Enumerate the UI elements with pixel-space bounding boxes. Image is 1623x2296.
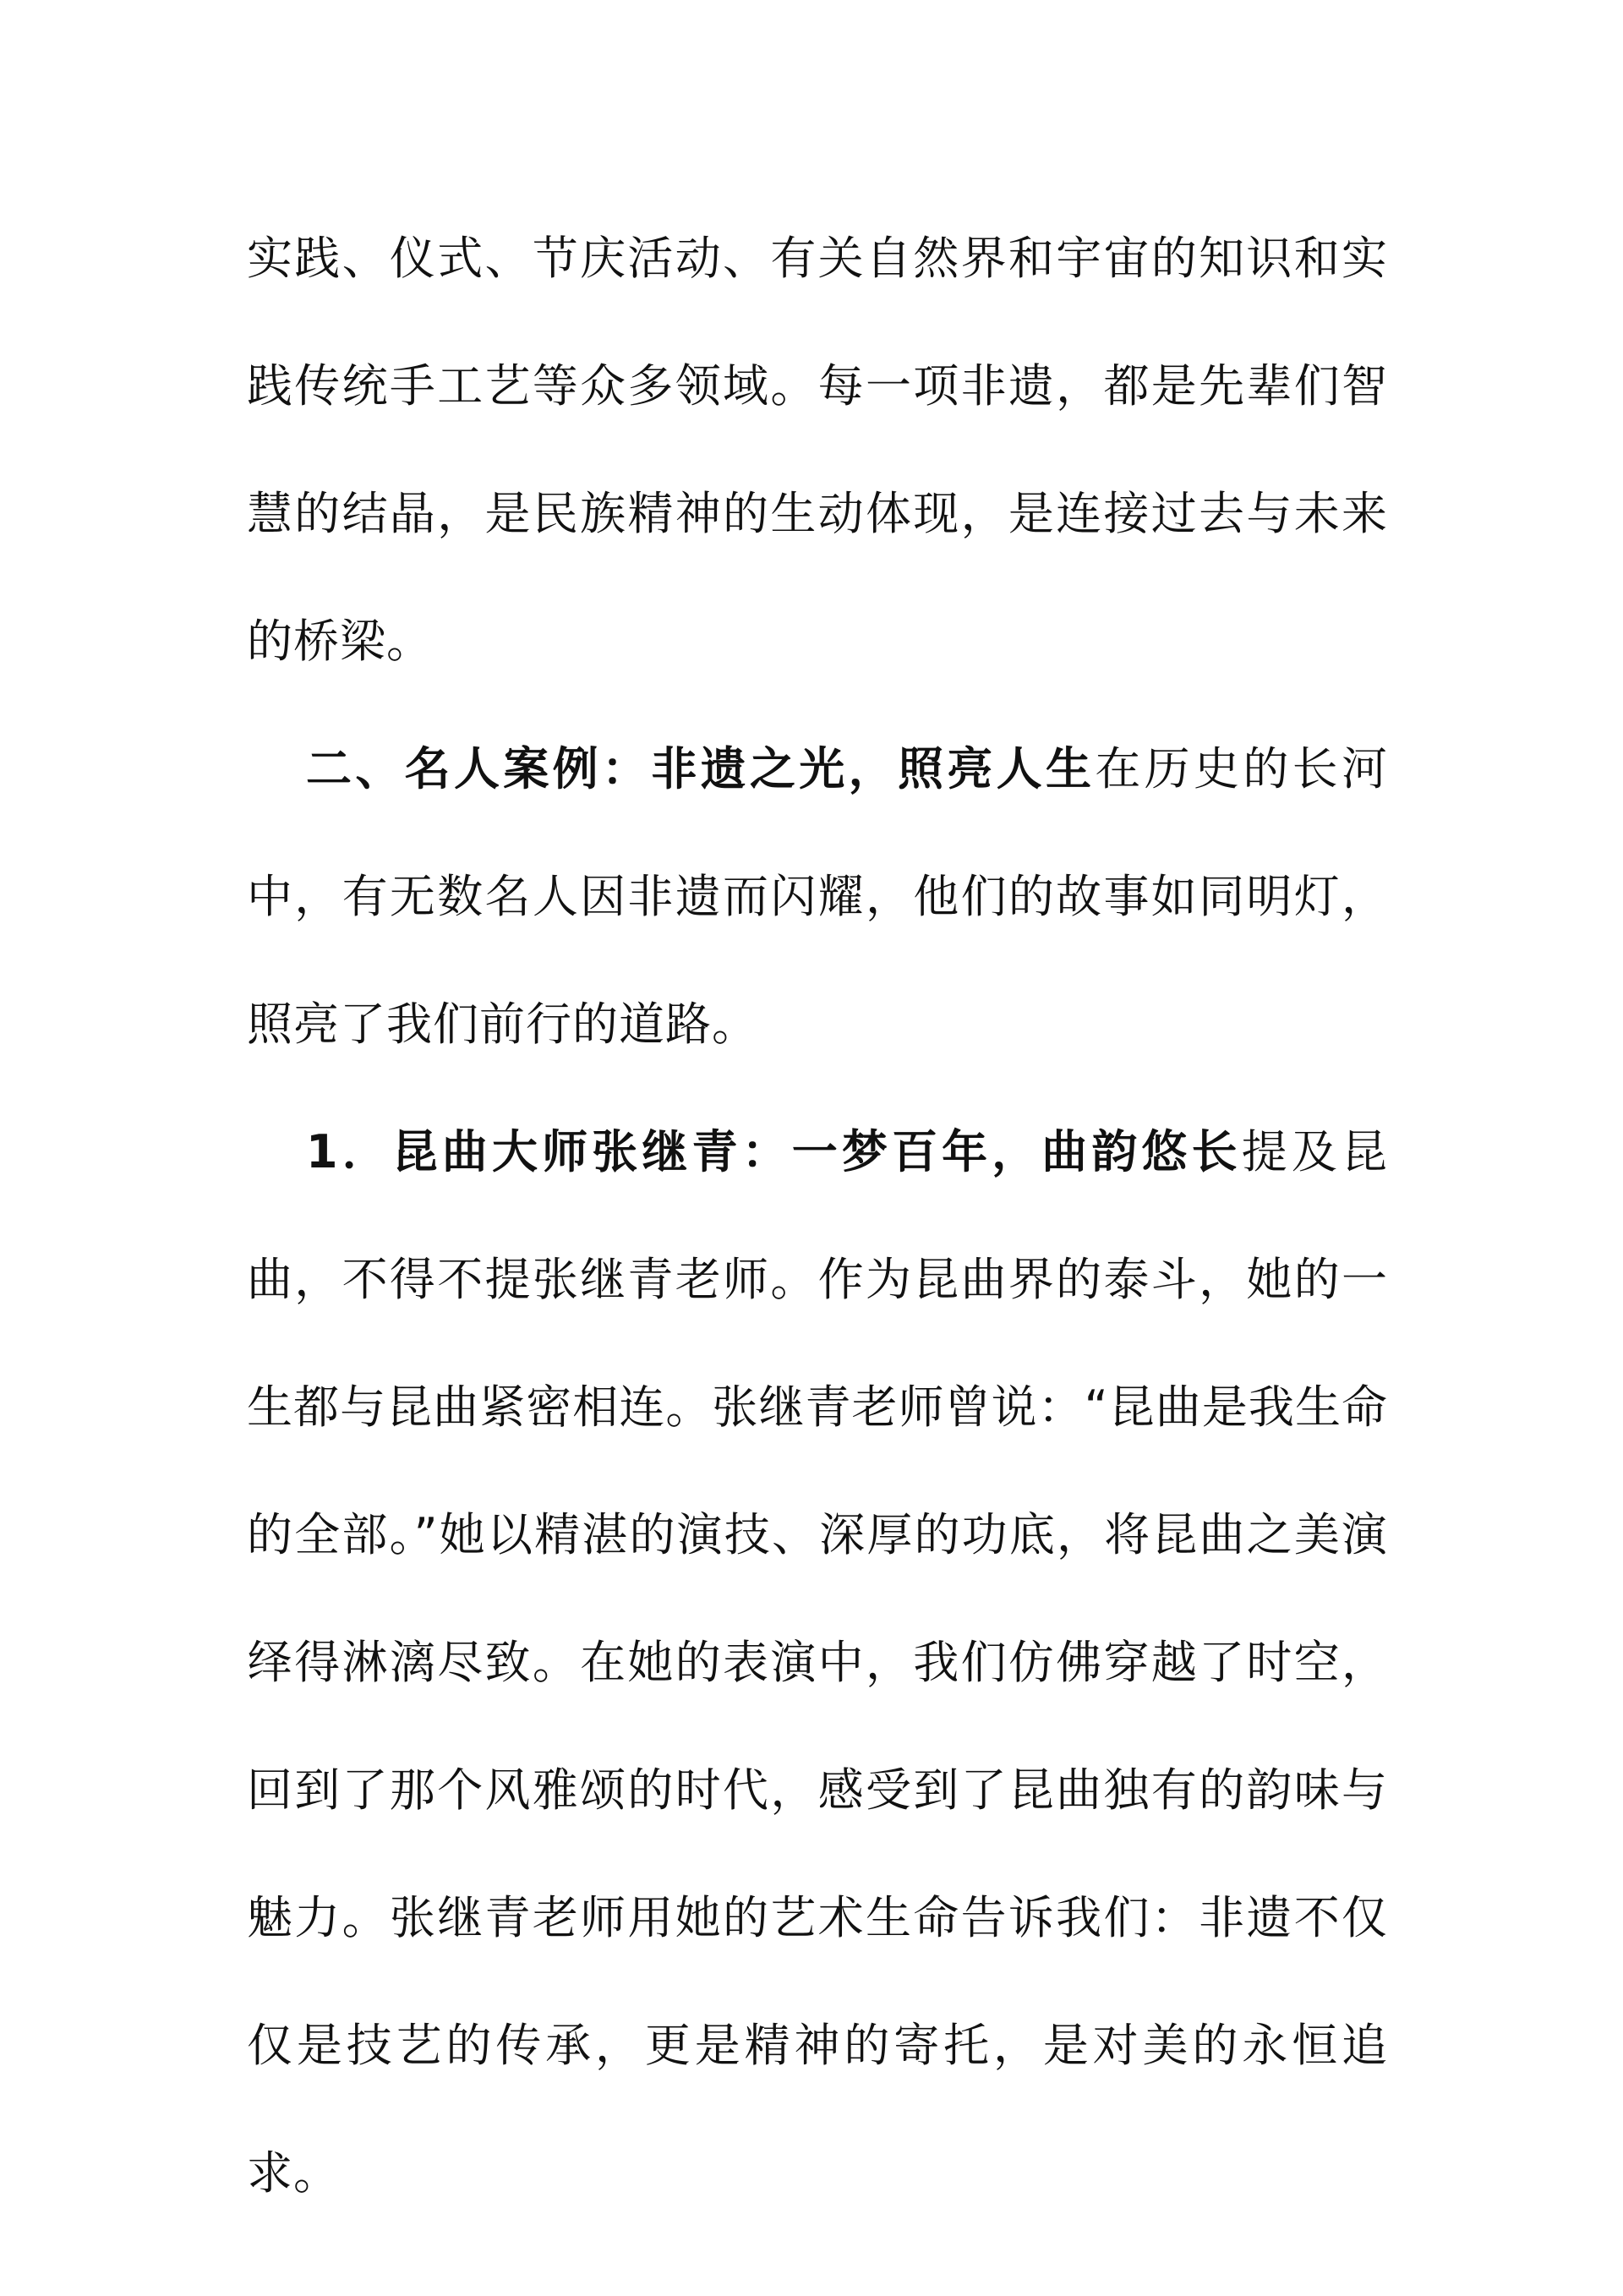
subsection-heading: 1．昆曲大师张继青：一梦百年，曲韵悠长 [306,1125,1242,1178]
paragraph-section-two [247,705,1388,1088]
paragraph-case-one [247,1088,1388,2237]
paragraph-text: 实践、仪式、节庆活动、有关自然界和宇宙的知识和实践传统手工艺等众多领域。每一项非遗，都是先辈们智慧的结晶，是民族精神的生动体现，是连接过去与未来的桥梁。 [247,232,1388,668]
section-heading: 二、名人案例：非遗之光，照亮人生 [306,742,1096,795]
document-body [247,194,1388,2237]
paragraph-text: 提及昆曲，不得不提张继青老师。作为昆曲界的泰斗，她的一生都与昆曲紧密相连。张继青老师曾说：“昆曲是我生命的全部。”她以精湛的演技、深厚的功底，将昆曲之美演绎得淋漓尽致。在她的表演中，我们仿佛穿越了时空，回到了那个风雅颂的时代，感受到了昆曲独有的韵味与魅力。张继青老师用她的艺术生命告诉我们：非遗不仅仅是技艺的传承，更是精神的寄托，是对美的永恒追求。 [247,1125,1388,2200]
paragraph-intro [247,194,1388,705]
paragraph-text: 在历史的长河中，有无数名人因非遗而闪耀，他们的故事如同明灯，照亮了我们前行的道路。 [247,742,1389,1051]
